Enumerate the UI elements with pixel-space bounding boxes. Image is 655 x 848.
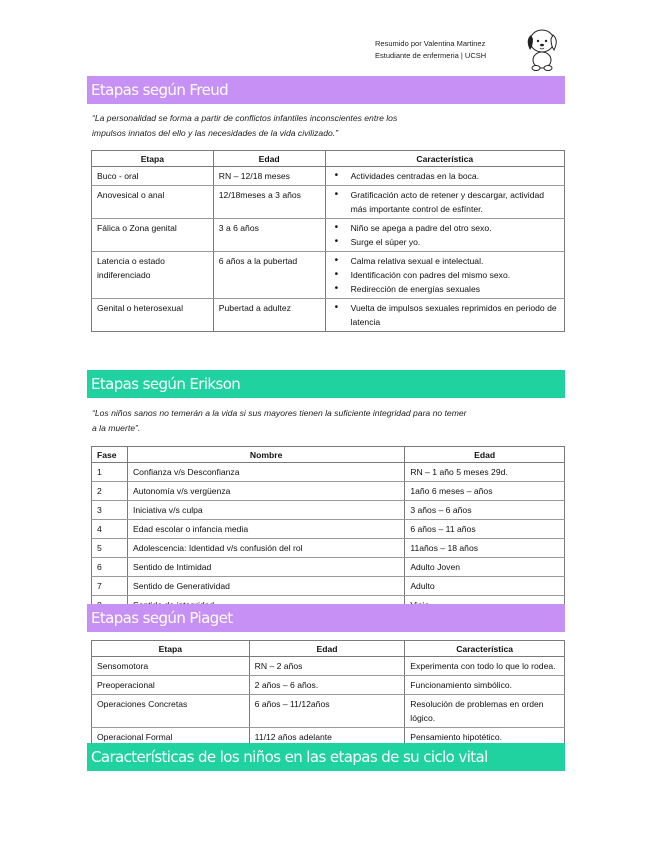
erikson-table bbox=[91, 446, 565, 615]
erikson-quote bbox=[92, 406, 467, 436]
stage-cell: Fálica o Zona genital bbox=[92, 219, 214, 252]
phase-cell: 3 bbox=[92, 501, 128, 520]
table-row bbox=[92, 167, 565, 186]
table-row bbox=[92, 558, 565, 577]
table-row bbox=[92, 252, 565, 299]
age-cell: 3 a 6 años bbox=[213, 219, 325, 252]
age-cell: 6 años – 11/12años bbox=[249, 695, 405, 728]
column-header: Edad bbox=[249, 641, 405, 657]
age-cell: RN – 2 años bbox=[249, 657, 405, 676]
table-row bbox=[92, 676, 565, 695]
phase-cell: 5 bbox=[92, 539, 128, 558]
column-header: Característica bbox=[325, 151, 564, 167]
characteristic-cell: Experimenta con todo lo que lo rodea. bbox=[405, 657, 565, 676]
phase-cell: 4 bbox=[92, 520, 128, 539]
section-title-freud: Etapas según Freud bbox=[87, 76, 565, 104]
pochacco-dog-icon bbox=[522, 24, 562, 72]
characteristic-cell bbox=[325, 186, 564, 219]
column-header: Nombre bbox=[127, 447, 404, 463]
name-cell: Sentido de Generatividad bbox=[127, 577, 404, 596]
student-line: Estudiante de enfermeria | UCSH bbox=[375, 51, 487, 60]
list-item: • Calma relativa sexual e intelectual. bbox=[331, 254, 559, 268]
stage-cell: Anovesical o anal bbox=[92, 186, 214, 219]
name-cell: Adolescencia: Identidad v/s confusión del rol bbox=[127, 539, 404, 558]
stage-cell: Operacional Formal bbox=[92, 728, 250, 747]
age-cell: 1año 6 meses – años bbox=[405, 482, 565, 501]
name-cell: Edad escolar o infancia media bbox=[127, 520, 404, 539]
column-header: Etapa bbox=[92, 641, 250, 657]
age-cell: 12/18meses a 3 años bbox=[213, 186, 325, 219]
erikson-quote-line: a la muerte”. bbox=[92, 423, 141, 433]
phase-cell: 6 bbox=[92, 558, 128, 577]
name-cell: Confianza v/s Desconfianza bbox=[127, 463, 404, 482]
name-cell: Iniciativa v/s culpa bbox=[127, 501, 404, 520]
stage-cell: Sensomotora bbox=[92, 657, 250, 676]
list-item: • Niño se apega a padre del otro sexo. bbox=[331, 221, 559, 235]
characteristic-cell: Pensamiento hipotético. bbox=[405, 728, 565, 747]
table-row bbox=[92, 539, 565, 558]
characteristic-cell: Resolución de problemas en orden lógico. bbox=[405, 695, 565, 728]
age-cell: 2 años – 6 años. bbox=[249, 676, 405, 695]
table-row bbox=[92, 219, 565, 252]
author-line: Resumido por Valentina Martinez bbox=[375, 39, 486, 48]
column-header: Etapa bbox=[92, 151, 214, 167]
stage-cell: Genital o heterosexual bbox=[92, 299, 214, 332]
age-cell: RN – 1 año 5 meses 29d. bbox=[405, 463, 565, 482]
age-cell: 11/12 años adelante bbox=[249, 728, 405, 747]
characteristic-cell bbox=[325, 299, 564, 332]
characteristic-cell bbox=[325, 252, 564, 299]
age-cell: Pubertad a adultez bbox=[213, 299, 325, 332]
list-item: • Gratificación acto de retener y descargar, actividad más importante control de esfínter. bbox=[331, 188, 559, 216]
list-item: • Redirección de energías sexuales bbox=[331, 282, 559, 296]
age-cell: Adulto Joven bbox=[405, 558, 565, 577]
section-title-piaget: Etapas según Piaget bbox=[87, 604, 565, 632]
age-cell: 11años – 18 años bbox=[405, 539, 565, 558]
column-header: Fase bbox=[92, 447, 128, 463]
section-title-erikson: Etapas según Erikson bbox=[87, 370, 565, 398]
stage-cell: Latencia o estado indiferenciado bbox=[92, 252, 214, 299]
freud-table bbox=[91, 150, 565, 332]
stage-cell: Operaciones Concretas bbox=[92, 695, 250, 728]
age-cell: 6 años – 11 años bbox=[405, 520, 565, 539]
list-item: • Actividades centradas en la boca. bbox=[331, 169, 559, 183]
name-cell: Autonomía v/s vergüenza bbox=[127, 482, 404, 501]
list-item: • Vuelta de impulsos sexuales reprimidos en periodo de latencia bbox=[331, 301, 559, 329]
age-cell: Adulto bbox=[405, 577, 565, 596]
table-row bbox=[92, 577, 565, 596]
table-row bbox=[92, 520, 565, 539]
table-row bbox=[92, 186, 565, 219]
characteristic-cell bbox=[325, 219, 564, 252]
stage-cell: Preoperacional bbox=[92, 676, 250, 695]
column-header: Característica bbox=[405, 641, 565, 657]
author-header bbox=[375, 38, 486, 62]
section-title-characteristics: Características de los niños en las etapas de su ciclo vital bbox=[87, 743, 565, 771]
table-row bbox=[92, 482, 565, 501]
table-row bbox=[92, 695, 565, 728]
name-cell: Sentido de Intimidad bbox=[127, 558, 404, 577]
erikson-quote-line: “Los niños sanos no temerán a la vida si sus mayores tienen la suficiente integridad para no temer bbox=[92, 408, 467, 418]
age-cell: RN – 12/18 meses bbox=[213, 167, 325, 186]
phase-cell: 1 bbox=[92, 463, 128, 482]
phase-cell: 2 bbox=[92, 482, 128, 501]
freud-quote-line: impulsos innatos del ello y las necesidades de la vida civilizado.” bbox=[92, 128, 339, 138]
table-row bbox=[92, 657, 565, 676]
phase-cell: 7 bbox=[92, 577, 128, 596]
table-row bbox=[92, 463, 565, 482]
table-row bbox=[92, 501, 565, 520]
column-header: Edad bbox=[213, 151, 325, 167]
freud-quote bbox=[92, 111, 397, 141]
characteristic-cell bbox=[325, 167, 564, 186]
column-header: Edad bbox=[405, 447, 565, 463]
stage-cell: Buco - oral bbox=[92, 167, 214, 186]
characteristic-cell: Funcionamiento simbólico. bbox=[405, 676, 565, 695]
age-cell: 3 años – 6 años bbox=[405, 501, 565, 520]
piaget-table bbox=[91, 640, 565, 747]
list-item: • Surge el súper yo. bbox=[331, 235, 559, 249]
list-item: • Identificación con padres del mismo sexo. bbox=[331, 268, 559, 282]
freud-quote-line: “La personalidad se forma a partir de conflictos infantiles inconscientes entre los bbox=[92, 113, 398, 123]
age-cell: 6 años a la pubertad bbox=[213, 252, 325, 299]
table-row bbox=[92, 299, 565, 332]
